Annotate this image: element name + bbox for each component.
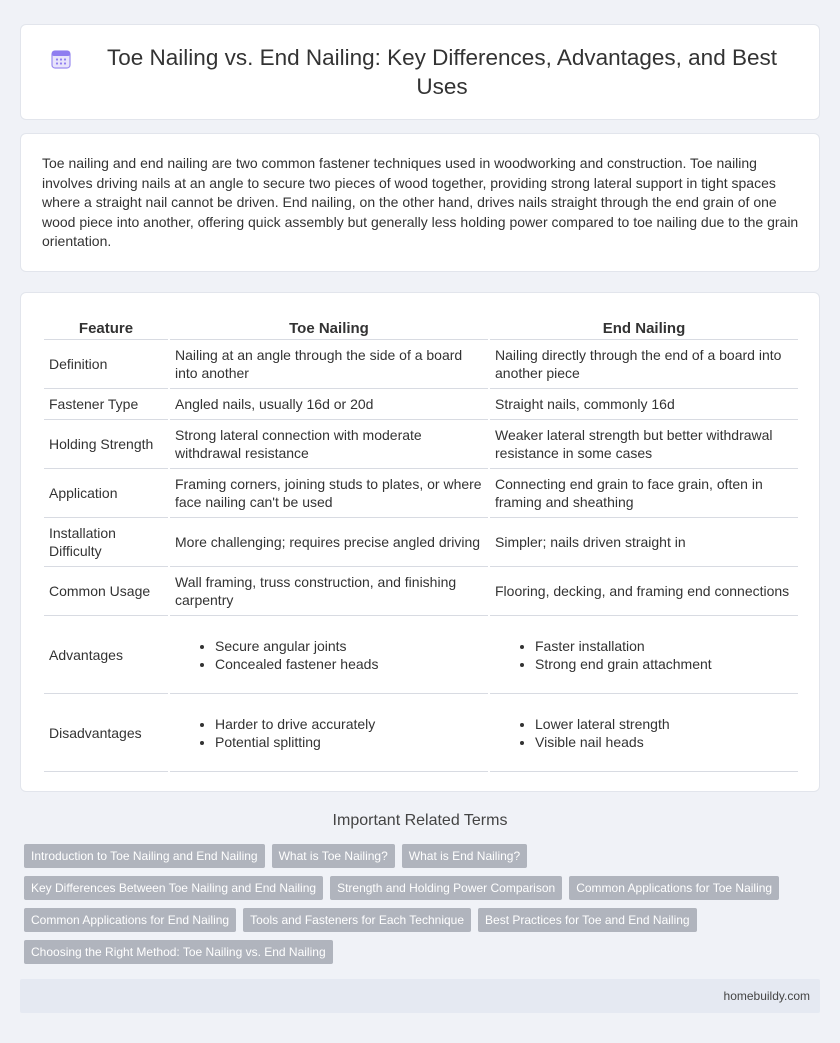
toe-cell: Wall framing, truss construction, and finishing carpentry [170,567,488,616]
toe-disadvantages-list [215,715,483,751]
footer-site-name[interactable]: homebuildy.com [723,989,810,1003]
feature-cell: Disadvantages [44,694,168,772]
related-tag[interactable]: Common Applications for Toe Nailing [569,876,779,900]
tag-row [24,908,804,932]
related-tag[interactable]: Common Applications for End Nailing [24,908,236,932]
header-feature: Feature [44,314,168,340]
feature-cell: Advantages [44,616,168,694]
end-cell: Weaker lateral strength but better withdrawal resistance in some cases [490,420,798,469]
tag-row [24,876,804,900]
table-row-advantages [44,616,798,694]
feature-cell: Application [44,469,168,518]
end-cell: Flooring, decking, and framing end connections [490,567,798,616]
page-title: Toe Nailing vs. End Nailing: Key Differences, Advantages, and Best Uses [107,45,777,99]
end-cell [490,694,798,772]
related-tag[interactable]: Choosing the Right Method: Toe Nailing vs. End Nailing [24,940,333,964]
header-toe-nailing: Toe Nailing [170,314,488,340]
feature-cell: Fastener Type [44,389,168,420]
related-tag[interactable]: Best Practices for Toe and End Nailing [478,908,697,932]
list-item: • Harder to drive accurately [215,715,483,733]
related-terms-title: Important Related Terms [332,812,508,829]
table-row [44,518,798,567]
footer [20,979,820,1013]
related-tag[interactable]: Key Differences Between Toe Nailing and End Nailing [24,876,323,900]
end-advantages-list [535,637,793,673]
table-row [44,420,798,469]
table-row [44,340,798,389]
toe-advantages-list [215,637,483,673]
table-header-row [44,314,798,340]
end-cell: Straight nails, commonly 16d [490,389,798,420]
list-item: • Secure angular joints [215,637,483,655]
table-row [44,469,798,518]
toe-cell: Angled nails, usually 16d or 20d [170,389,488,420]
end-cell: Nailing directly through the end of a board into another piece [490,340,798,389]
end-cell: Simpler; nails driven straight in [490,518,798,567]
list-item: • Visible nail heads [535,733,793,751]
intro-paragraph: Toe nailing and end nailing are two common fastener techniques used in woodworking and construction. Toe nailing involves driving nails at an angle to secure two pieces of wood together, providing strong lateral support in tight spaces where a straight nail cannot be driven. End nailing, on the other hand, drives nails straight through the end grain of one wood piece into another, offering quick assembly but generally less holding power compared to toe nailing due to the grain orientation. [42,155,799,250]
related-tag[interactable]: Tools and Fasteners for Each Technique [243,908,471,932]
toe-cell: Strong lateral connection with moderate withdrawal resistance [170,420,488,469]
table-row [44,567,798,616]
toe-cell [170,616,488,694]
comparison-card [20,292,820,792]
tag-row [24,844,804,868]
feature-cell: Installation Difficulty [44,518,168,567]
related-tag[interactable]: Strength and Holding Power Comparison [330,876,562,900]
list-item: • Potential splitting [215,733,483,751]
feature-cell: Holding Strength [44,420,168,469]
table-row-disadvantages [44,694,798,772]
intro-card [20,133,820,272]
toe-cell [170,694,488,772]
list-item: • Concealed fastener heads [215,655,483,673]
related-terms-tags [24,844,804,972]
list-item: • Lower lateral strength [535,715,793,733]
related-tag[interactable]: What is Toe Nailing? [272,844,395,868]
end-disadvantages-list [535,715,793,751]
toe-cell: Nailing at an angle through the side of a board into another [170,340,488,389]
toe-cell: More challenging; requires precise angled driving [170,518,488,567]
related-tag[interactable]: What is End Nailing? [402,844,527,868]
header-end-nailing: End Nailing [490,314,798,340]
list-item: • Faster installation [535,637,793,655]
toe-cell: Framing corners, joining studs to plates, or where face nailing can't be used [170,469,488,518]
end-cell [490,616,798,694]
title-card [20,24,820,120]
tag-row [24,940,804,964]
related-tag[interactable]: Introduction to Toe Nailing and End Nailing [24,844,265,868]
feature-cell: Definition [44,340,168,389]
list-item: • Strong end grain attachment [535,655,793,673]
table-row [44,389,798,420]
comparison-table [42,314,800,772]
feature-cell: Common Usage [44,567,168,616]
end-cell: Connecting end grain to face grain, often in framing and sheathing [490,469,798,518]
